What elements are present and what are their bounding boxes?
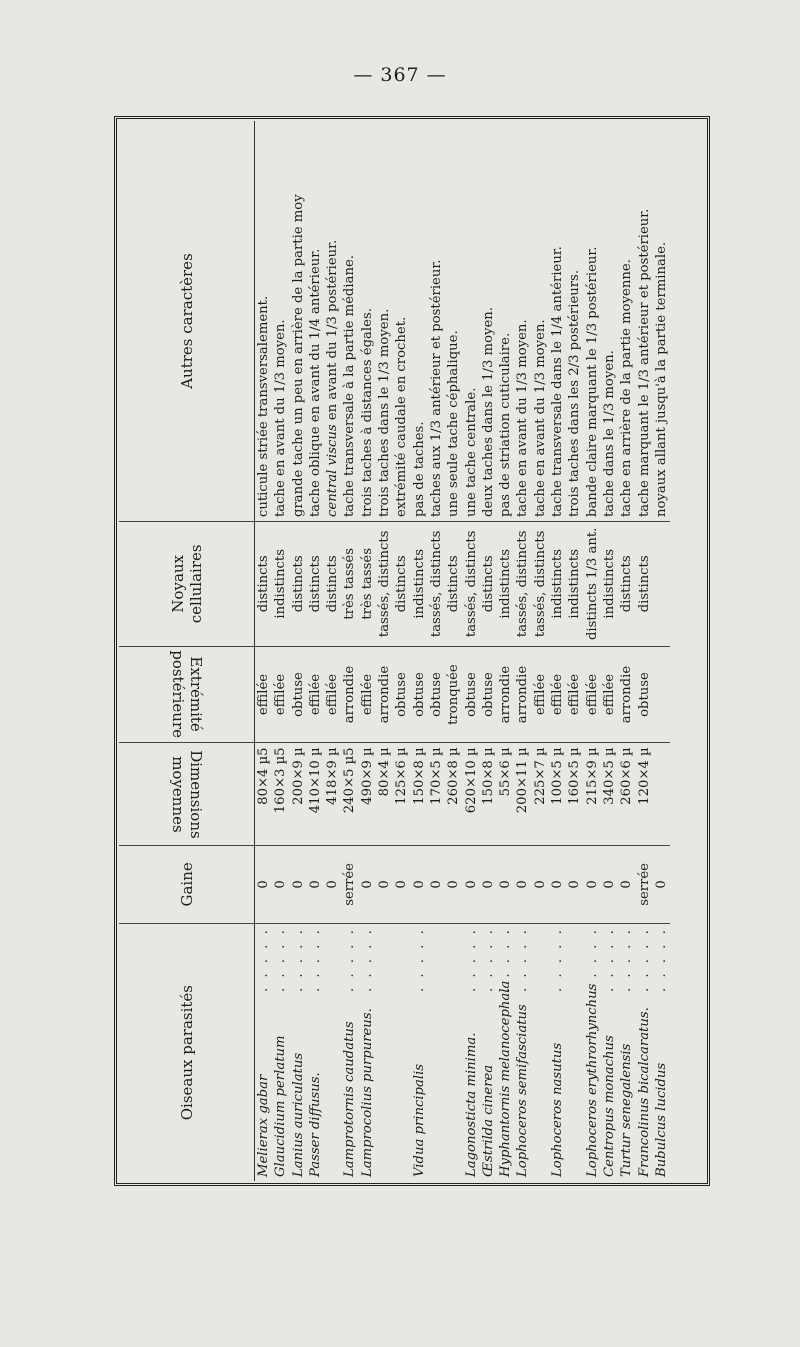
gaine-cell: 0 — [532, 845, 549, 924]
table-row — [636, 121, 653, 1181]
dimensions-cell: 620×10 µ — [463, 743, 480, 845]
table-row — [653, 121, 670, 1181]
autres-text: tache dans le 1/3 moyen. — [601, 350, 617, 517]
bird-cell — [376, 924, 393, 1181]
autres-cell — [307, 121, 324, 522]
gaine-cell: 0 — [480, 845, 497, 924]
dimensions-cell: 200×11 µ — [514, 743, 531, 845]
gaine-cell: 0 — [514, 845, 531, 924]
gaine-cell: 0 — [359, 845, 376, 924]
rotated-table-container — [119, 121, 707, 1181]
noyaux-cell: tassés, distincts — [463, 522, 480, 647]
noyaux-cell: distincts — [480, 522, 497, 647]
header-dimensions-text: Dimensions moyennes — [168, 749, 205, 839]
noyaux-cell: distincts — [445, 522, 462, 647]
autres-text: cuticule striée transversalement. — [256, 295, 271, 517]
extremite-cell: effilée — [272, 646, 289, 743]
dimensions-cell: 120×4 µ — [636, 743, 653, 845]
dimensions-cell: 260×8 µ — [445, 743, 462, 845]
gaine-cell: 0 — [463, 845, 480, 924]
autres-cell — [290, 121, 307, 522]
table-row — [341, 121, 358, 1181]
extremite-cell: obtuse — [428, 646, 445, 743]
header-noyaux: Noyaux cellulaires — [119, 522, 255, 647]
noyaux-cell: très tassés — [359, 522, 376, 647]
autres-cell — [272, 121, 289, 522]
dimensions-cell: 340×5 µ — [601, 743, 618, 845]
noyaux-cell: indistincts — [566, 522, 583, 647]
noyaux-cell: distincts — [290, 522, 307, 647]
noyaux-cell: tassés, distincts — [532, 522, 549, 647]
dimensions-cell: 225×7 µ — [532, 743, 549, 845]
autres-text: pas de striation cuticulaire. — [498, 332, 514, 517]
bird-name: Hyphantornis melanocephala — [498, 980, 514, 1177]
bird-cell — [445, 924, 462, 1181]
extremite-cell: effilée — [566, 646, 583, 743]
autres-text: trois taches dans le 1/3 moyen. — [377, 308, 393, 517]
bird-cell — [497, 924, 514, 1181]
extremite-cell: arrondie — [376, 646, 393, 743]
bird-cell — [653, 924, 670, 1181]
autres-cell — [480, 121, 497, 522]
noyaux-cell: tassés, distincts — [376, 522, 393, 647]
table-row — [532, 121, 549, 1181]
dot-leader: . . . . . — [273, 927, 289, 992]
gaine-cell: 0 — [324, 845, 341, 924]
table-row — [584, 121, 601, 1181]
bird-name: Lamprotornis caudatus — [342, 1021, 358, 1177]
gaine-cell: 0 — [290, 845, 307, 924]
autres-text: tache en avant du 1/3 moyen. — [532, 319, 548, 517]
autres-cell — [359, 121, 376, 522]
dimensions-cell: 200×9 µ — [290, 743, 307, 845]
dot-leader: . . . . . — [480, 927, 496, 992]
bird-name: Bubulcus lucidus — [653, 1062, 669, 1177]
dot-leader: . . . . . — [359, 927, 375, 992]
extremite-cell: obtuse — [463, 646, 480, 743]
extremite-cell: obtuse — [411, 646, 428, 743]
bird-name: Passer diffusus. — [307, 1072, 323, 1177]
gaine-cell: 0 — [272, 845, 289, 924]
table-row — [549, 121, 566, 1181]
bird-cell — [272, 924, 289, 1181]
gaine-cell: serrée — [636, 845, 653, 924]
noyaux-cell: indistincts — [272, 522, 289, 647]
bird-cell — [411, 924, 428, 1181]
autres-cell — [532, 121, 549, 522]
dot-leader: . . . . . — [601, 927, 617, 992]
dot-leader: . . . . . — [636, 927, 652, 992]
gaine-cell: 0 — [307, 845, 324, 924]
noyaux-cell: distincts — [324, 522, 341, 647]
bird-cell — [584, 924, 601, 1181]
dimensions-cell — [653, 743, 670, 845]
header-autres: Autres caractères — [119, 121, 255, 522]
gaine-cell: 0 — [653, 845, 670, 924]
noyaux-cell: distincts — [255, 522, 273, 647]
bird-cell — [290, 924, 307, 1181]
autres-cell — [341, 121, 358, 522]
dimensions-cell: 490×9 µ — [359, 743, 376, 845]
autres-text: tache oblique en avant du 1/4 antérieur. — [307, 248, 323, 517]
autres-cell — [584, 121, 601, 522]
gaine-cell: 0 — [601, 845, 618, 924]
extremite-cell: effilée — [584, 646, 601, 743]
dimensions-cell: 150×8 µ — [411, 743, 428, 845]
extremite-cell: arrondie — [618, 646, 635, 743]
bird-name: Turtur senegalensis — [619, 1043, 635, 1177]
dot-leader: . . . . . — [342, 927, 358, 992]
autres-cell — [618, 121, 635, 522]
dot-leader: . . . . . — [463, 927, 479, 992]
table-row — [497, 121, 514, 1181]
parasite-table — [119, 121, 670, 1181]
noyaux-cell: distincts — [393, 522, 410, 647]
dot-leader: . . . . . — [290, 927, 306, 992]
header-extremite — [119, 646, 255, 743]
bird-cell — [324, 924, 341, 1181]
table-row — [272, 121, 289, 1181]
autres-cell — [636, 121, 653, 522]
dot-leader: . . . . . — [653, 927, 669, 992]
table-row — [324, 121, 341, 1181]
bird-name: Lagonosticta minima. — [463, 1032, 479, 1177]
gaine-cell: 0 — [445, 845, 462, 924]
bird-cell — [636, 924, 653, 1181]
noyaux-cell: distincts — [307, 522, 324, 647]
table-row — [514, 121, 531, 1181]
header-bird: Oiseaux parasités — [119, 924, 255, 1181]
dimensions-cell: 150×8 µ — [480, 743, 497, 845]
autres-text: tache en arrière de la partie moyenne. — [619, 259, 635, 517]
gaine-cell: 0 — [584, 845, 601, 924]
table-row — [393, 121, 410, 1181]
autres-cell — [463, 121, 480, 522]
bird-cell — [532, 924, 549, 1181]
dimensions-cell: 125×6 µ — [393, 743, 410, 845]
dimensions-cell: 160×5 µ — [566, 743, 583, 845]
bird-cell — [428, 924, 445, 1181]
table-row — [618, 121, 635, 1181]
bird-name: Œstrilda cinerea — [480, 1064, 496, 1177]
autres-text: une seule tache céphalique. — [446, 330, 462, 517]
autres-cell — [497, 121, 514, 522]
autres-text: tache transversale dans le 1/4 antérieur. — [550, 246, 566, 517]
gaine-cell: 0 — [428, 845, 445, 924]
bird-name: Francolinus bicalcaratus. — [636, 1007, 652, 1177]
bird-cell — [393, 924, 410, 1181]
gaine-cell: 0 — [393, 845, 410, 924]
autres-cell — [566, 121, 583, 522]
noyaux-cell: indistincts — [549, 522, 566, 647]
extremite-cell: arrondie — [497, 646, 514, 743]
table-row — [428, 121, 445, 1181]
dot-leader: . . . . . — [619, 927, 635, 992]
autres-cell — [445, 121, 462, 522]
table-row — [255, 121, 273, 1181]
gaine-cell: 0 — [376, 845, 393, 924]
autres-cell — [255, 121, 273, 522]
extremite-cell: effilée — [601, 646, 618, 743]
page-number: — 367 — — [353, 64, 447, 86]
bird-name: Lophoceros semifasciatus — [515, 1004, 531, 1177]
bird-cell — [359, 924, 376, 1181]
dot-leader: . . . . . — [307, 927, 323, 992]
autres-cell — [549, 121, 566, 522]
extremite-cell: effilée — [324, 646, 341, 743]
autres-cell — [393, 121, 410, 522]
header-dimensions — [119, 743, 255, 845]
extremite-cell: obtuse — [636, 646, 653, 743]
noyaux-cell: distincts — [618, 522, 635, 647]
gaine-cell: 0 — [255, 845, 273, 924]
extremite-cell: obtuse — [480, 646, 497, 743]
header-extremite-text: Extrémité postérieure — [168, 650, 205, 739]
table-row — [601, 121, 618, 1181]
extremite-cell: effilée — [359, 646, 376, 743]
gaine-cell: serrée — [341, 845, 358, 924]
dimensions-cell: 260×6 µ — [618, 743, 635, 845]
autres-italic: central viscus — [325, 424, 341, 517]
dimensions-cell: 215×9 µ — [584, 743, 601, 845]
extremite-cell: tronquée — [445, 646, 462, 743]
noyaux-cell: indistincts — [411, 522, 428, 647]
gaine-cell: 0 — [411, 845, 428, 924]
table-row — [566, 121, 583, 1181]
table-row — [411, 121, 428, 1181]
bird-cell — [618, 924, 635, 1181]
autres-text: tache marquant le 1/3 antérieur et postérieur. — [636, 208, 652, 517]
bird-name: Melierax gabar — [256, 1074, 271, 1177]
autres-cell — [653, 121, 670, 522]
gaine-cell: 0 — [549, 845, 566, 924]
gaine-cell: 0 — [618, 845, 635, 924]
autres-text: pas de taches. — [411, 421, 427, 517]
dot-leader: . . . . . — [498, 927, 514, 992]
table-body — [255, 121, 671, 1181]
table-row — [290, 121, 307, 1181]
table-row — [359, 121, 376, 1181]
autres-cell — [601, 121, 618, 522]
extremite-cell: effilée — [255, 646, 273, 743]
extremite-cell: obtuse — [393, 646, 410, 743]
dot-leader: . . . . . — [515, 927, 531, 992]
dot-leader: . . . . . — [550, 927, 566, 992]
autres-text: trois taches à distances égales. — [359, 308, 375, 517]
bird-cell — [255, 924, 273, 1181]
noyaux-cell: distincts 1/3 ant. — [584, 522, 601, 647]
autres-text: tache en avant du 1/3 moyen. — [273, 319, 289, 517]
autres-text: trois taches dans les 2/3 postérieurs. — [567, 269, 583, 517]
autres-text: noyaux allant jusqu'à la partie terminale. — [653, 241, 669, 517]
noyaux-cell: distincts — [636, 522, 653, 647]
gaine-cell: 0 — [566, 845, 583, 924]
bird-cell — [566, 924, 583, 1181]
dimensions-cell: 418×9 µ — [324, 743, 341, 845]
bird-cell — [341, 924, 358, 1181]
extremite-cell: obtuse — [290, 646, 307, 743]
bird-name: Lanius auriculatus — [290, 1052, 306, 1177]
bird-name: Vidua principalis — [411, 1063, 427, 1177]
extremite-cell: effilée — [532, 646, 549, 743]
dimensions-cell: 410×10 µ — [307, 743, 324, 845]
dimensions-cell: 160×3 µ5 — [272, 743, 289, 845]
bird-name: Glaucidium perlatum — [273, 1035, 289, 1177]
extremite-cell: arrondie — [341, 646, 358, 743]
table-row — [307, 121, 324, 1181]
noyaux-cell: indistincts — [497, 522, 514, 647]
autres-cell — [428, 121, 445, 522]
autres-text: bande claire marquant le 1/3 postérieur. — [584, 246, 600, 517]
bird-cell — [463, 924, 480, 1181]
extremite-cell — [653, 646, 670, 743]
dimensions-cell: 55×6 µ — [497, 743, 514, 845]
table-row — [376, 121, 393, 1181]
autres-text: grande tache un peu en arrière de la partie moy — [290, 194, 306, 517]
autres-cell — [376, 121, 393, 522]
bird-cell — [514, 924, 531, 1181]
autres-text: extrémité caudale en crochet. — [394, 316, 410, 517]
dimensions-cell: 80×4 µ5 — [255, 743, 273, 845]
dot-leader: . . . . . — [411, 927, 427, 992]
autres-text: tache en avant du 1/3 moyen. — [515, 319, 531, 517]
bird-cell — [601, 924, 618, 1181]
dimensions-cell: 100×5 µ — [549, 743, 566, 845]
autres-text: taches aux 1/3 antérieur et postérieur. — [428, 259, 444, 517]
table-row — [463, 121, 480, 1181]
table-header-row — [119, 121, 255, 1181]
gaine-cell: 0 — [497, 845, 514, 924]
autres-text: en avant du 1/3 postérieur. — [325, 239, 341, 425]
dimensions-cell: 240×5 µ5 — [341, 743, 358, 845]
bird-cell — [480, 924, 497, 1181]
extremite-cell: arrondie — [514, 646, 531, 743]
table-row — [480, 121, 497, 1181]
autres-text: tache transversale à la partie médiane. — [342, 255, 358, 517]
dimensions-cell: 80×4 µ — [376, 743, 393, 845]
table-row — [445, 121, 462, 1181]
table-frame — [114, 116, 710, 1186]
autres-text: une tache centrale. — [463, 387, 479, 517]
dot-leader: . . . . . — [256, 927, 271, 992]
autres-text: deux taches dans le 1/3 moyen. — [480, 307, 496, 517]
extremite-cell: effilée — [549, 646, 566, 743]
noyaux-cell: très tassés — [341, 522, 358, 647]
bird-name: Centropus monachus — [601, 1035, 617, 1177]
autres-cell — [514, 121, 531, 522]
noyaux-cell: indistincts — [601, 522, 618, 647]
dot-leader: . . . . . — [584, 927, 600, 992]
bird-name: Lamprocolius purpureus. — [359, 1008, 375, 1177]
header-gaine: Gaine — [119, 845, 255, 924]
dimensions-cell: 170×5 µ — [428, 743, 445, 845]
bird-cell — [549, 924, 566, 1181]
bird-name: Lophoceros erythrorhynchus — [584, 983, 600, 1177]
autres-cell — [324, 121, 341, 522]
autres-cell — [411, 121, 428, 522]
bird-cell — [307, 924, 324, 1181]
noyaux-cell: tassés, distincts — [514, 522, 531, 647]
bird-name: Lophoceros nasutus — [550, 1042, 566, 1177]
noyaux-cell: tassés, distincts — [428, 522, 445, 647]
noyaux-cell — [653, 522, 670, 647]
extremite-cell: effilée — [307, 646, 324, 743]
